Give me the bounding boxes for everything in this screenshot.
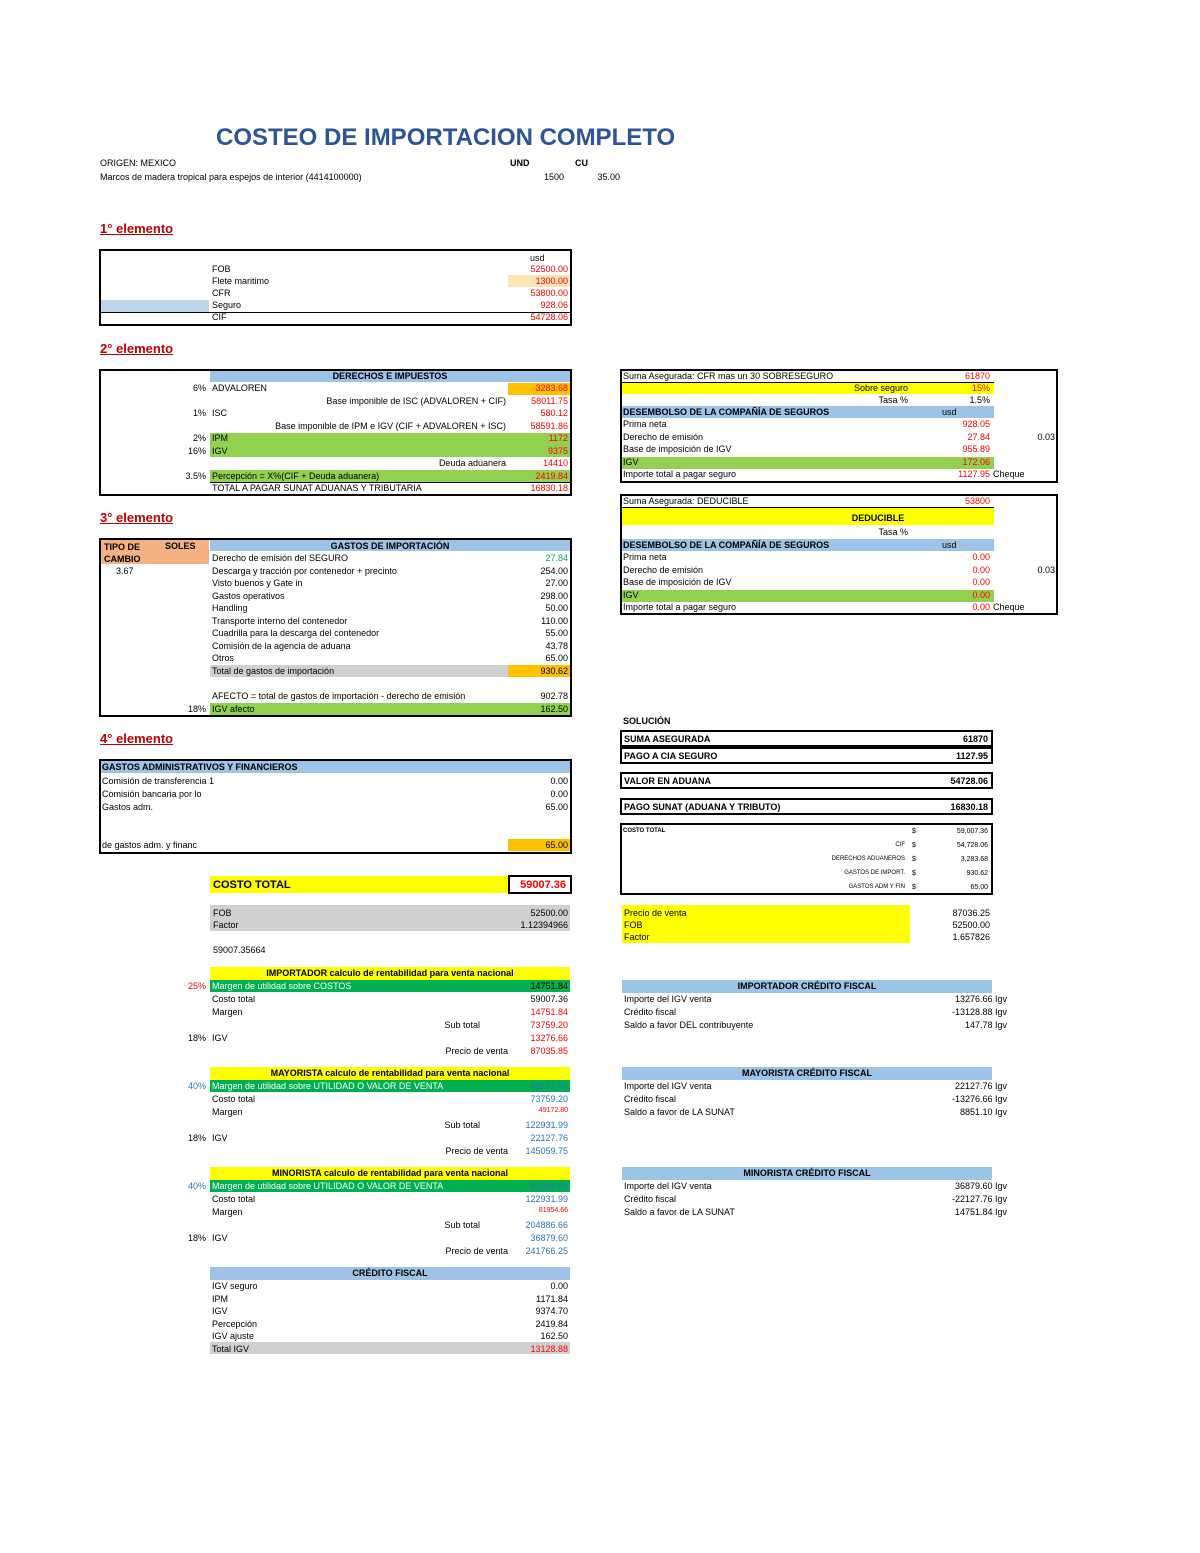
may_credito-row-value: 8851.10 Igv (959, 1107, 1007, 1117)
e3-row-value: 298.00 (540, 590, 568, 601)
seguro1-row-value: 172.06 (962, 456, 990, 467)
importador-igv-pct: 18% (187, 1033, 206, 1043)
afecto-label: AFECTO = total de gastos de importación - derecho de emisión (212, 691, 466, 701)
mayorista-margen2-label: Margen (212, 1107, 243, 1117)
importador-header: IMPORTADOR calculo de rentabilidad para venta nacional (266, 968, 514, 978)
seguro2-row-value: 0.00 (972, 552, 990, 562)
minorista-pv-value: 241766.25 (525, 1246, 568, 1256)
mayorista-margen-pct: 40% (187, 1081, 206, 1091)
min_credito-row-value: 36879.60 Igv (954, 1181, 1007, 1191)
seguro2-row-label: Derecho de emisión (623, 564, 704, 575)
mayorista-margen-value: 49172.80 (530, 1081, 568, 1091)
minorista-margen-label: Margen de utilidad sobre UTILIDAD O VALOR DE VENTA (212, 1181, 444, 1191)
e2-row-value: 580.12 (540, 408, 568, 418)
e2-row-value: 3283.68 (535, 383, 568, 393)
credito-fiscal-row-label: Total IGV (212, 1343, 250, 1354)
e4-row-label: Comisión bancaria por lo (102, 789, 202, 799)
e2-row-pct: 3.5% (185, 470, 206, 481)
minorista-margen2-label: Margen (212, 1207, 243, 1217)
costeo-row-value: 3,283.68 (960, 856, 988, 863)
seguro1-suma-label: Suma Asegurada: CFR mas un 30 SOBRESEGURO (623, 371, 834, 381)
importador-pv-label: Precio de venta (445, 1046, 508, 1056)
imp_credito-row-value: -13128.88 Igv (951, 1007, 1007, 1017)
e2-row-label: Percepción = X%(CIF + Deuda aduanera) (212, 470, 380, 481)
e2-row-pct: 1% (192, 408, 206, 418)
e3-row-label: Derecho de emisión del SEGURO (212, 553, 349, 563)
e1-row-label: CIF (212, 312, 227, 322)
seguro1-sobre-label: Sobre seguro (853, 383, 908, 393)
e3-row-label: Handling (212, 603, 248, 613)
minorista-margen-value: 81954.66 (530, 1181, 568, 1191)
e2-row-value: 58591.86 (530, 420, 568, 431)
e1-row-label: CFR (212, 288, 231, 298)
minorista-igv-pct: 18% (187, 1233, 206, 1243)
cu-value: 35.00 (597, 172, 620, 182)
min_credito-row-value: 14751.84 Igv (954, 1207, 1007, 1217)
imp_credito-row-value: 13276.66 Igv (954, 994, 1007, 1004)
solucion-row-label: SUMA ASEGURADA (624, 734, 711, 744)
e3-row-value: 930.62 (540, 665, 568, 676)
costeo-row-sym: $ (912, 870, 916, 877)
may_credito-header: MAYORISTA CRÉDITO FISCAL (741, 1068, 872, 1078)
minorista-margen-pct: 40% (187, 1181, 206, 1191)
seguro2-row-label: Importe total a pagar seguro (623, 602, 737, 612)
seguro2-row-value: 0.00 (972, 564, 990, 575)
igv-afecto-label: IGV afecto (212, 704, 255, 714)
factor-fob-label: FOB (213, 908, 232, 918)
e4-total-label: de gastos adm. y financ (102, 840, 198, 850)
costeo-total-label: COSTO TOTAL (623, 828, 666, 834)
e2-row-label: IPM (212, 433, 229, 443)
min_credito-header: MINORISTA CRÉDITO FISCAL (743, 1168, 871, 1178)
mayorista-costo-label: Costo total (212, 1094, 256, 1104)
e1-row-label: Seguro (212, 300, 242, 310)
mayorista-header: MAYORISTA calculo de rentabilidad para venta nacional (270, 1068, 510, 1078)
precio-fob-value: 52500.00 (952, 920, 990, 930)
mayorista-pv-value: 145059.75 (525, 1146, 568, 1156)
credito-fiscal-row-value: 162.50 (540, 1331, 568, 1341)
importador-subtotal-label: Sub total (444, 1020, 480, 1030)
importador-costo-value: 59007.36 (530, 994, 568, 1004)
e1-row-value: 928.06 (540, 300, 568, 310)
e2-row-value: 1172 (548, 433, 568, 443)
e1-row-label: FOB (212, 264, 231, 274)
e2-row-value: 2419.84 (535, 470, 568, 481)
seguro1-sobre-value: 15% (971, 383, 990, 393)
may_credito-row-value: 22127.76 Igv (954, 1081, 1007, 1091)
solucion-row-label: VALOR EN ADUANA (624, 776, 711, 786)
und-header: UND (510, 158, 530, 168)
minorista-header: MINORISTA calculo de rentabilidad para venta nacional (271, 1168, 509, 1178)
seguro1-row-label: Prima neta (623, 419, 667, 429)
mayorista-subtotal-label: Sub total (444, 1120, 480, 1130)
e2-header: DERECHOS E IMPUESTOS (332, 371, 448, 381)
seguro2-deducible: DEDUCIBLE (851, 513, 905, 523)
factor-raw: 59007.35664 (213, 945, 266, 955)
e3-row-label: Transporte interno del contenedor (212, 615, 348, 626)
importador-margen-value: 14751.84 (530, 981, 568, 991)
product-description: Marcos de madera tropical para espejos de interior (4414100000) (100, 172, 362, 182)
seguro2-row-value: 0.00 (972, 577, 990, 587)
credito-fiscal-row-value: 9374.70 (535, 1306, 568, 1316)
costeo-row-sym: $ (912, 842, 916, 849)
credito-fiscal-row-label: IGV ajuste (212, 1331, 255, 1341)
importador-igv-value: 13276.66 (530, 1033, 568, 1043)
importador-margen-pct: 25% (187, 981, 206, 991)
credito-fiscal-row-label: IPM (212, 1293, 229, 1304)
minorista-costo-label: Costo total (212, 1194, 256, 1204)
costeo-row-sym: $ (912, 856, 916, 863)
factor-value: 1.12394966 (520, 920, 568, 930)
seguro2-row-value: 0.00 (972, 589, 990, 600)
element-2-label: 2° elemento (100, 341, 174, 356)
seguro1-row-extra: Cheque (993, 469, 1025, 479)
precio-venta-label: Precio de venta (624, 908, 687, 918)
minorista-costo-value: 122931.99 (525, 1194, 568, 1204)
precio-factor-value: 1.657826 (952, 932, 990, 942)
solucion-row-value: 1127.95 (955, 751, 988, 761)
importador-costo-label: Costo total (212, 994, 256, 1004)
tipo-cambio-label: TIPO DE CAMBIO (104, 542, 141, 564)
e4-row-label: Comisión de transferencia 1 (102, 776, 215, 786)
may_credito-row-label: Crédito fiscal (624, 1094, 677, 1104)
e3-header: GASTOS DE IMPORTACIÓN (330, 541, 450, 551)
e2-row-label: Deuda aduanera (438, 458, 506, 468)
e2-row-label: Base imponible de ISC (ADVALOREN + CIF) (326, 395, 506, 406)
min_credito-row-label: Saldo a favor de LA SUNAT (624, 1207, 735, 1217)
e2-row-value: 14410 (542, 458, 568, 468)
minorista-igv-value: 36879.60 (530, 1233, 568, 1243)
seguro1-currency: usd (942, 407, 957, 417)
seguro2-row-value: 0.00 (972, 602, 990, 612)
importador-margen2-label: Margen (212, 1007, 243, 1017)
seguro1-row-value: 955.89 (962, 444, 990, 454)
imp_credito-row-value: 147.78 Igv (964, 1020, 1007, 1030)
min_credito-row-label: Crédito fiscal (624, 1194, 677, 1204)
e4-row-label: Gastos adm. (102, 802, 154, 812)
seguro2-suma-label: Suma Asegurada: DEDUCIBLE (623, 496, 749, 506)
costeo-row-value: 930.62 (966, 870, 988, 877)
page-title: COSTEO DE IMPORTACION COMPLETO (216, 124, 676, 151)
imp_credito-row-label: Saldo a favor DEL contribuyente (624, 1020, 754, 1030)
e3-row-label: Comisión de la agencia de aduana (212, 640, 351, 651)
e3-row-value: 43.78 (545, 640, 568, 651)
e1-row-label: Flete maritimo (212, 276, 270, 286)
e2-row-label: ISC (212, 408, 228, 418)
seguro2-row-extra: Cheque (993, 602, 1025, 612)
costeo-row-value: 65.00 (970, 884, 988, 891)
mayorista-igv-value: 22127.76 (530, 1133, 568, 1143)
credito-fiscal-header: CRÉDITO FISCAL (352, 1268, 428, 1278)
seguro1-row-extra: 0.03 (1037, 431, 1055, 442)
afecto-value: 902.78 (540, 691, 568, 701)
e2-row-value: 9375 (547, 445, 568, 456)
seguro1-row-label: IGV (623, 456, 639, 467)
igv-afecto-value: 162.50 (540, 704, 568, 714)
seguro2-desembolso: DESEMBOLSO DE LA COMPAÑÍA DE SEGUROS (623, 540, 830, 550)
mayorista-pv-label: Precio de venta (445, 1146, 508, 1156)
e2-row-pct: 16% (187, 445, 206, 456)
seguro1-row-value: 928.05 (962, 419, 990, 429)
e4-row-value: 0.00 (550, 789, 568, 799)
tipo-cambio-value: 3.67 (116, 566, 134, 576)
mayorista-margen2-value: 49172.80 (538, 1107, 568, 1114)
cu-header: CU (575, 158, 588, 168)
e3-row-value: 27.00 (545, 578, 568, 588)
credito-fiscal-row-value: 2419.84 (535, 1318, 568, 1329)
element-3-label: 3° elemento (100, 510, 174, 525)
importador-pv-value: 87035.85 (530, 1046, 568, 1056)
may_credito-row-label: Importe del IGV venta (624, 1081, 712, 1091)
minorista-subtotal-label: Sub total (444, 1220, 480, 1230)
importador-margen2-value: 14751.84 (530, 1007, 568, 1017)
credito-fiscal-row-value: 0.00 (550, 1281, 568, 1291)
seguro1-tasa-value: 1.5% (969, 395, 990, 405)
e1-row-value: 1300.00 (535, 276, 568, 286)
e3-row-label: Descarga y tracción por contenedor + precinto (212, 565, 397, 576)
importador-igv-label: IGV (212, 1033, 228, 1043)
costeo-row-value: 54,728.06 (956, 842, 988, 849)
seguro2-row-label: IGV (623, 589, 639, 600)
factor-fob-value: 52500.00 (530, 908, 568, 918)
solucion-row-label: PAGO SUNAT (ADUANA Y TRIBUTO) (624, 802, 781, 812)
e3-row-value: 55.00 (545, 628, 568, 638)
e2-row-label: TOTAL A PAGAR SUNAT ADUANAS Y TRIBUTARIA (212, 483, 422, 493)
seguro1-row-label: Importe total a pagar seguro (623, 469, 737, 479)
e3-row-label: Visto buenos y Gate in (212, 578, 303, 588)
precio-factor-label: Factor (624, 932, 650, 942)
e2-row-label: Base imponible de IPM e IGV (CIF + ADVALOREN + ISC) (275, 420, 506, 431)
element-4-label: 4° elemento (100, 731, 174, 746)
importador-subtotal-value: 73759.20 (530, 1020, 568, 1030)
imp_credito-row-label: Crédito fiscal (624, 1007, 677, 1017)
seguro1-row-label: Base de imposición de IGV (623, 444, 732, 454)
costo-total-value: 59007.36 (520, 879, 566, 891)
may_credito-row-label: Saldo a favor de LA SUNAT (624, 1107, 735, 1117)
mayorista-igv-pct: 18% (187, 1133, 206, 1143)
seguro2-currency: usd (942, 540, 957, 550)
precio-fob-label: FOB (624, 920, 643, 930)
credito-fiscal-row-label: Percepción (212, 1318, 258, 1329)
minorista-subtotal-value: 204886.66 (525, 1220, 568, 1230)
e4-row-value: 65.00 (545, 802, 568, 812)
seguro1-row-label: Derecho de emisión (623, 431, 704, 442)
credito-fiscal-row-label: IGV (212, 1306, 228, 1316)
seguro1-suma-value: 61870 (964, 371, 990, 381)
mayorista-subtotal-value: 122931.99 (525, 1120, 568, 1130)
seguro2-row-label: Prima neta (623, 552, 667, 562)
e2-row-pct: 2% (192, 433, 206, 443)
e2-row-value: 58011.75 (531, 395, 568, 406)
credito-fiscal-row-label: IGV seguro (212, 1281, 258, 1291)
element-1-label: 1° elemento (100, 221, 174, 236)
minorista-pv-label: Precio de venta (445, 1246, 508, 1256)
costeo-row-label: DERECHOS ADUANEROS (831, 856, 905, 862)
imp_credito-row-label: Importe del IGV venta (624, 994, 712, 1004)
seguro1-row-value: 1127.95 (958, 469, 990, 479)
e4-total-value: 65.00 (545, 840, 568, 850)
costeo-row-sym: $ (912, 828, 916, 835)
costeo-row-value: 59,007.36 (956, 828, 988, 835)
e1-row-value: 53800.00 (530, 288, 568, 298)
seguro2-tasa-label: Tasa % (878, 527, 908, 537)
min_credito-row-label: Importe del IGV venta (624, 1181, 712, 1191)
e1-row-value: 54728.06 (530, 312, 568, 322)
credito-fiscal-row-value: 1171.84 (536, 1293, 568, 1304)
seguro2-suma-value: 53800 (964, 496, 990, 506)
mayorista-igv-label: IGV (212, 1133, 228, 1143)
e3-row-label: Total de gastos de importación (212, 665, 335, 676)
e2-row-pct: 6% (192, 383, 206, 393)
e3-row-value: 27.84 (545, 553, 568, 563)
costo-total-label: COSTO TOTAL (213, 879, 291, 891)
e3-row-value: 50.00 (545, 603, 568, 613)
e2-row-value: 16830.18 (530, 483, 568, 493)
solucion-row-label: PAGO A CIA SEGURO (624, 751, 718, 761)
und-value: 1500 (543, 172, 564, 182)
e3-row-label: Otros (212, 653, 235, 663)
e1-row-value: 52500.00 (530, 264, 568, 274)
seguro1-tasa-label: Tasa % (878, 395, 908, 405)
costeo-row-sym: $ (912, 884, 916, 891)
credito-fiscal-row-value: 13128.88 (530, 1343, 568, 1354)
mayorista-costo-value: 73759.20 (530, 1094, 568, 1104)
precio-venta-value: 87036.25 (952, 908, 990, 918)
mayorista-margen-label: Margen de utilidad sobre UTILIDAD O VALOR DE VENTA (212, 1081, 444, 1091)
e3-row-label: Gastos operativos (212, 590, 285, 601)
importador-margen-label: Margen de utilidad sobre COSTOS (212, 981, 352, 991)
costeo-row-label: CIF (895, 842, 905, 848)
e3-row-label: Cuadrilla para la descarga del contenedor (212, 628, 380, 638)
costeo-row-label: GASTOS DE IMPORT. (844, 870, 905, 876)
e2-row-label: IGV (212, 445, 228, 456)
solucion-row-value: 61870 (962, 734, 988, 744)
soles-label: SOLES (165, 541, 196, 551)
seguro1-desembolso: DESEMBOLSO DE LA COMPAÑÍA DE SEGUROS (623, 407, 830, 417)
e1-currency: usd (530, 253, 545, 263)
e2-row-label: ADVALOREN (212, 383, 267, 393)
factor-label: Factor (213, 920, 239, 930)
solucion-row-value: 54728.06 (950, 776, 988, 786)
costeo-row-label: GASTOS ADM Y FIN (848, 884, 905, 890)
min_credito-row-value: -22127.76 Igv (951, 1194, 1007, 1204)
e3-row-value: 254.00 (540, 565, 568, 576)
seguro1-row-value: 27.84 (967, 431, 990, 442)
may_credito-row-value: -13276.66 Igv (951, 1094, 1007, 1104)
minorista-margen2-value: 81954.66 (538, 1207, 568, 1214)
solucion-row-value: 16830.18 (950, 802, 988, 812)
minorista-igv-label: IGV (212, 1233, 228, 1243)
igv-afecto-pct: 18% (187, 704, 206, 714)
e4-header: GASTOS ADMINISTRATIVOS Y FINANCIEROS (102, 762, 298, 772)
seguro2-row-extra: 0.03 (1037, 564, 1055, 575)
e3-row-value: 110.00 (541, 615, 568, 626)
origen-label: ORIGEN: MEXICO (100, 158, 177, 168)
seguro2-row-label: Base de imposición de IGV (623, 577, 732, 587)
solucion-title: SOLUCIÓN (623, 716, 671, 726)
imp_credito-header: IMPORTADOR CRÉDITO FISCAL (737, 981, 877, 991)
e4-row-value: 0.00 (550, 776, 568, 786)
e3-row-value: 65.00 (545, 653, 568, 663)
